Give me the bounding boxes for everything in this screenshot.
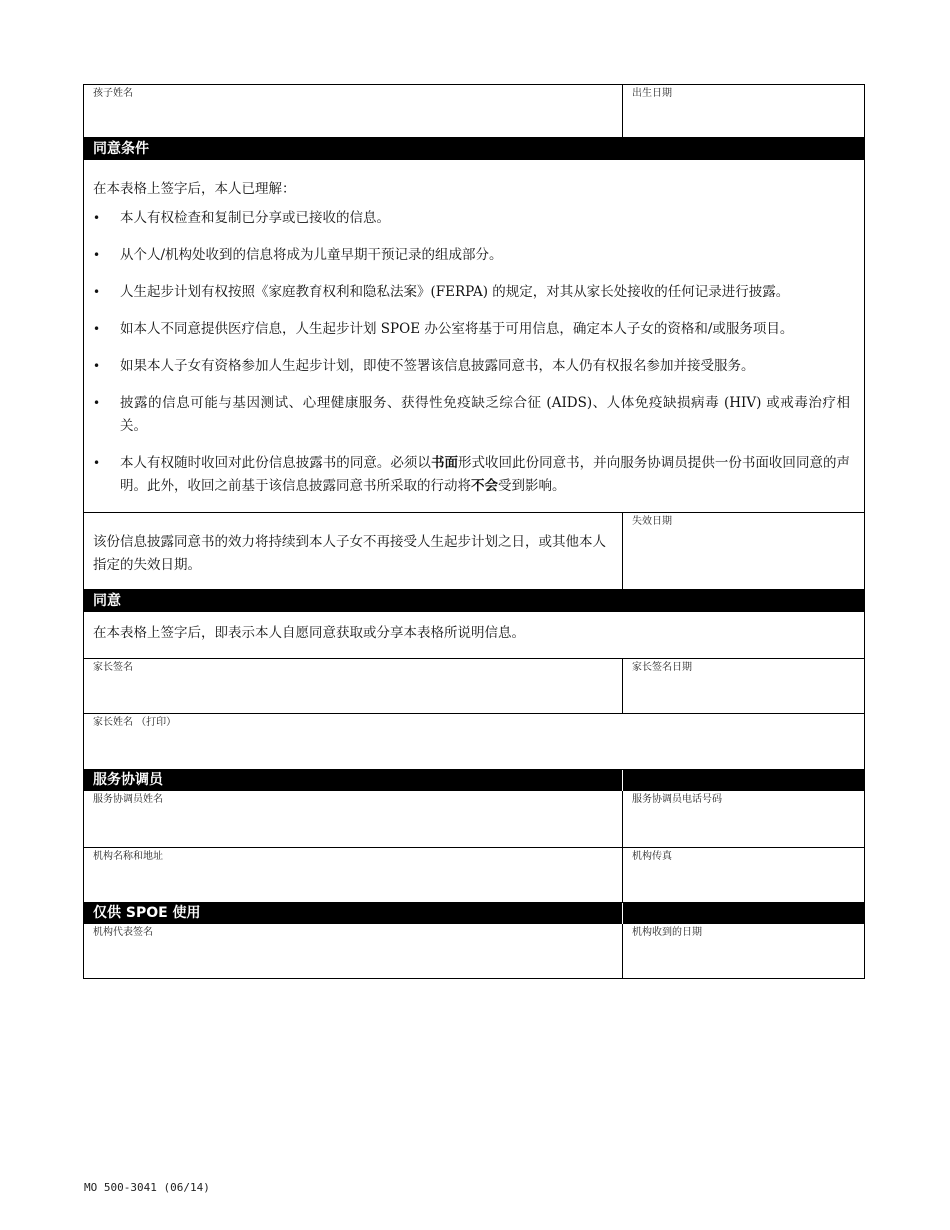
child-name-field[interactable] — [84, 85, 623, 137]
consent-text: 在本表格上签字后，即表示本人自愿同意获取或分享本表格所说明信息。 — [93, 625, 525, 641]
coordinator-row — [84, 791, 864, 847]
validity-text: 该份信息披露同意书的效力将持续到本人子女不再接受人生起步计划之日，或其他本人指定的失效日期。 — [93, 534, 606, 573]
coordinator-name-label: 服务协调员姓名 — [93, 794, 163, 805]
birth-date-label: 出生日期 — [632, 88, 672, 99]
spoe-use-only-title: 仅供 SPOE 使用 — [84, 903, 623, 924]
agency-rep-signature-label: 机构代表签名 — [93, 927, 153, 938]
consent-header: 同意 — [84, 589, 864, 612]
parent-name-label: 家长姓名 （打印） — [93, 717, 177, 728]
parent-signature-field[interactable] — [84, 659, 623, 713]
agency-name-address-label: 机构名称和地址 — [93, 851, 163, 862]
agency-received-date-field[interactable] — [623, 924, 864, 978]
consent-text-row — [84, 612, 864, 658]
condition-item: • 披露的信息可能与基因测试、心理健康服务、获得性免疫缺乏综合征 (AIDS)、人体免疫缺损病毒 (HIV) 或戒毒治疗相关。 — [93, 392, 850, 438]
agency-fax-field[interactable] — [623, 848, 864, 902]
agency-received-date-label: 机构收到的日期 — [632, 927, 702, 938]
consent-conditions-header: 同意条件 — [84, 137, 864, 160]
condition-item-revoke — [93, 452, 850, 498]
agency-fax-label: 机构传真 — [632, 851, 672, 862]
expiration-date-label: 失效日期 — [632, 516, 672, 527]
conditions-intro: 在本表格上签字后，本人已理解： — [93, 181, 296, 197]
form-number: MO 500-3041 (06/14) — [84, 1181, 210, 1194]
coordinator-phone-field[interactable] — [623, 791, 864, 847]
condition-item: • 本人有权检查和复制已分享或已接收的信息。 — [93, 207, 850, 230]
parent-signature-row — [84, 658, 864, 713]
expiration-date-field[interactable] — [623, 513, 864, 589]
coordinator-name-field[interactable] — [84, 791, 623, 847]
condition-item: • 人生起步计划有权按照《家庭教育权利和隐私法案》(FERPA) 的规定，对其从家长处接收的任何记录进行披露。 — [93, 281, 850, 304]
agency-row — [84, 847, 864, 902]
condition-item: • 从个人/机构处收到的信息将成为儿童早期干预记录的组成部分。 — [93, 244, 850, 267]
consent-form — [83, 84, 865, 979]
coordinator-phone-label: 服务协调员电话号码 — [632, 794, 722, 805]
agency-name-address-field[interactable] — [84, 848, 623, 902]
validity-row — [84, 512, 864, 589]
service-coordinator-title: 服务协调员 — [84, 770, 623, 791]
conditions-block — [84, 160, 864, 512]
birth-date-field[interactable] — [623, 85, 864, 137]
condition-item: • 如果本人子女有资格参加人生起步计划，即使不签署该信息披露同意书，本人仍有权报名参加并接受服务。 — [93, 355, 850, 378]
revoke-text-2: 形式收回此份同意书，并向服务协调员提供一份书面收回同意的声明。此外，收回之前基于该信息披露同意书所采取的行动将 — [120, 455, 851, 494]
child-name-label: 孩子姓名 — [93, 88, 133, 99]
agency-rep-signature-field[interactable] — [84, 924, 623, 978]
revoke-text-1: 本人有权随时收回对此份信息披露书的同意。必须以 — [120, 455, 431, 471]
validity-statement — [84, 513, 623, 589]
parent-signature-label: 家长签名 — [93, 662, 133, 673]
parent-signature-date-label: 家长签名日期 — [632, 662, 692, 673]
service-coordinator-header — [84, 769, 864, 791]
emphasis-written: 书面 — [430, 455, 458, 471]
conditions-list — [84, 207, 864, 512]
parent-name-row — [84, 713, 864, 769]
revoke-text-3: 受到影响。 — [498, 478, 566, 494]
condition-item: • 如本人不同意提供医疗信息，人生起步计划 SPOE 办公室将基于可用信息，确定本人子女的资格和/或服务项目。 — [93, 318, 850, 341]
parent-name-field[interactable] — [84, 714, 864, 769]
spoe-row — [84, 924, 864, 978]
parent-signature-date-field[interactable] — [623, 659, 864, 713]
emphasis-not: 不会 — [471, 478, 498, 494]
child-info-row — [84, 85, 864, 137]
spoe-use-only-header — [84, 902, 864, 924]
